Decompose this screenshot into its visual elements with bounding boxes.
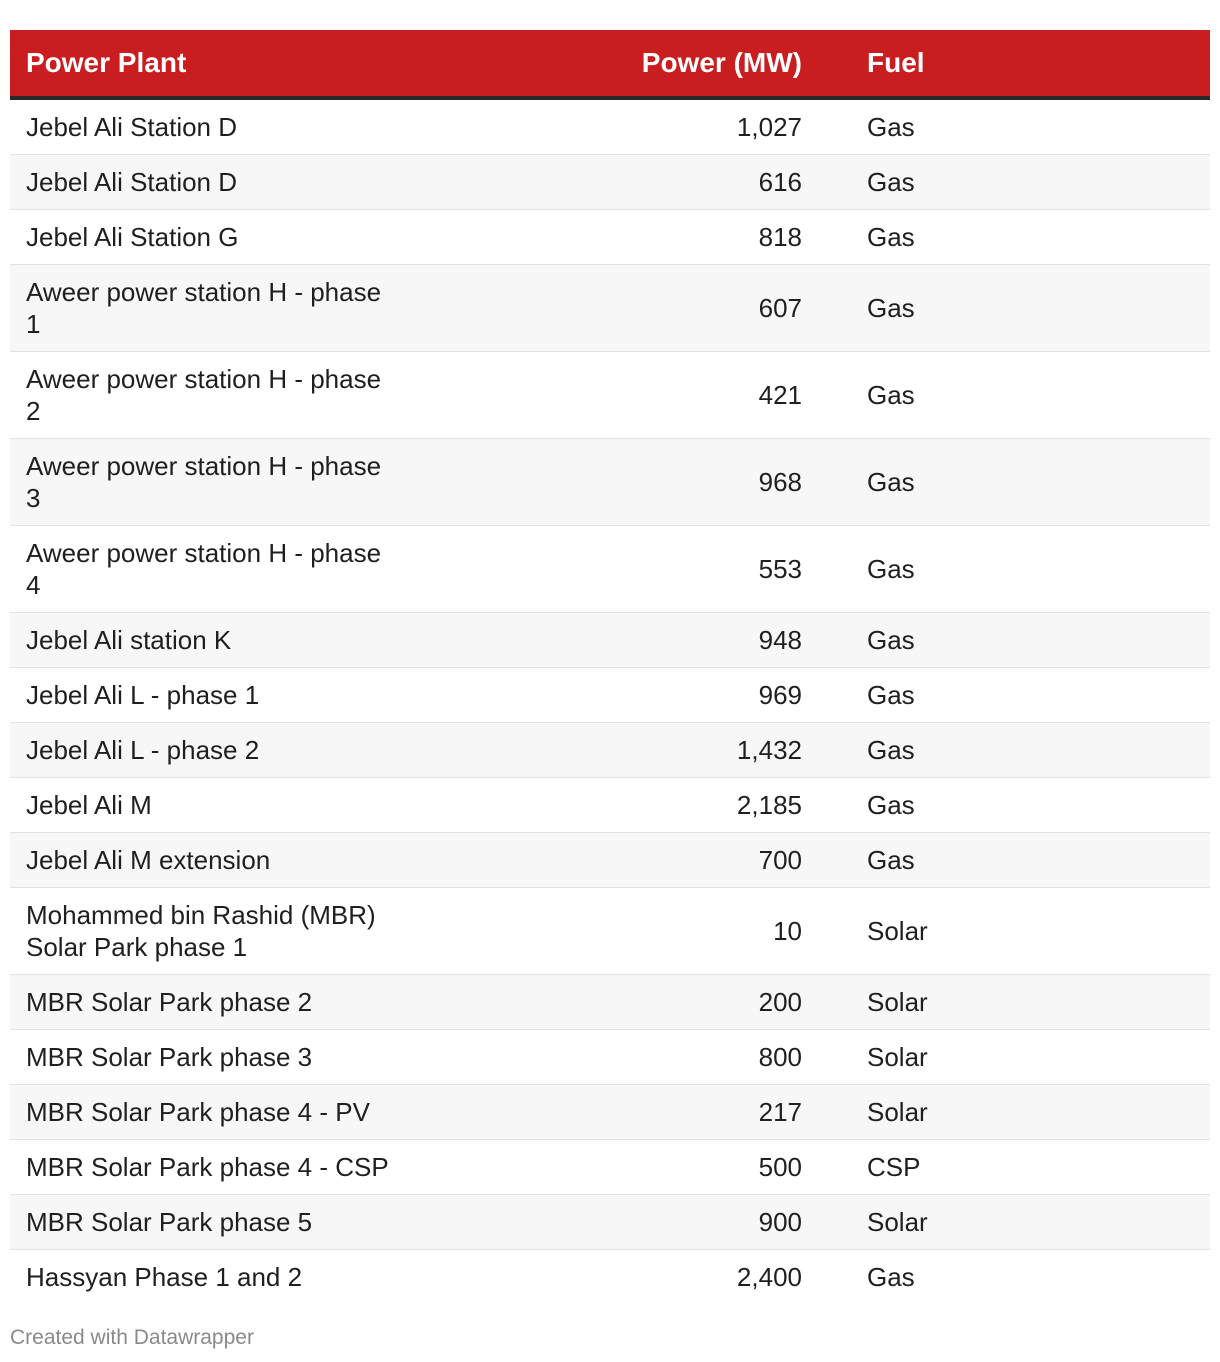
table-row (10, 975, 1210, 1030)
cell-fuel: Solar (820, 1030, 1210, 1085)
table-row (10, 210, 1210, 265)
cell-fuel: Solar (820, 888, 1210, 975)
table-row (10, 98, 1210, 155)
header-fuel[interactable]: Fuel (820, 30, 1210, 98)
cell-fuel: Gas (820, 668, 1210, 723)
table-row (10, 352, 1210, 439)
table-row (10, 1030, 1210, 1085)
cell-power-plant: Jebel Ali M (10, 778, 408, 833)
cell-power-mw: 553 (408, 526, 820, 613)
table-row (10, 668, 1210, 723)
table-header (10, 30, 1210, 98)
cell-power-mw: 1,027 (408, 98, 820, 155)
cell-fuel: Gas (820, 833, 1210, 888)
cell-fuel: Gas (820, 526, 1210, 613)
table-body (10, 98, 1210, 1304)
cell-power-mw: 10 (408, 888, 820, 975)
cell-power-mw: 421 (408, 352, 820, 439)
header-power-plant[interactable]: Power Plant (10, 30, 408, 98)
cell-power-mw: 700 (408, 833, 820, 888)
table-row (10, 526, 1210, 613)
cell-power-plant: MBR Solar Park phase 5 (10, 1195, 408, 1250)
cell-power-plant: Aweer power station H - phase 4 (10, 526, 408, 613)
table-row (10, 265, 1210, 352)
cell-power-mw: 607 (408, 265, 820, 352)
cell-fuel: Gas (820, 778, 1210, 833)
cell-power-mw: 200 (408, 975, 820, 1030)
table-row (10, 1195, 1210, 1250)
cell-fuel: Gas (820, 210, 1210, 265)
cell-power-mw: 616 (408, 155, 820, 210)
cell-power-plant: Mohammed bin Rashid (MBR) Solar Park phase 1 (10, 888, 408, 975)
cell-power-plant: MBR Solar Park phase 2 (10, 975, 408, 1030)
cell-power-mw: 948 (408, 613, 820, 668)
cell-fuel: CSP (820, 1140, 1210, 1195)
table-row (10, 778, 1210, 833)
cell-power-plant: MBR Solar Park phase 4 - CSP (10, 1140, 408, 1195)
cell-fuel: Gas (820, 723, 1210, 778)
cell-power-mw: 900 (408, 1195, 820, 1250)
cell-power-mw: 968 (408, 439, 820, 526)
cell-power-mw: 800 (408, 1030, 820, 1085)
power-plant-table (10, 30, 1210, 1304)
cell-fuel: Gas (867, 1262, 915, 1292)
cell-fuel: Gas (820, 155, 1210, 210)
header-power-mw[interactable]: Power (MW) (408, 30, 820, 98)
table-row (10, 439, 1210, 526)
cell-power-plant: Aweer power station H - phase 1 (10, 265, 408, 352)
cell-fuel: Gas (820, 98, 1210, 155)
datawrapper-credit[interactable]: Created with Datawrapper (10, 1326, 254, 1349)
cell-power-plant: Aweer power station H - phase 3 (10, 439, 408, 526)
table-row (10, 613, 1210, 668)
cell-fuel: Solar (820, 1195, 1210, 1250)
cell-power-mw: 2,400 (736, 1262, 802, 1292)
cell-fuel: Solar (820, 1085, 1210, 1140)
cell-fuel: Solar (820, 975, 1210, 1030)
cell-power-plant: Hassyan Phase 1 and 2 (26, 1262, 303, 1292)
cell-power-plant: Jebel Ali M extension (10, 833, 408, 888)
table-row (10, 1250, 1210, 1305)
cell-power-plant: Jebel Ali L - phase 2 (10, 723, 408, 778)
table-row (10, 155, 1210, 210)
cell-power-plant: Jebel Ali station K (10, 613, 408, 668)
cell-power-mw: 818 (408, 210, 820, 265)
cell-power-plant: Jebel Ali Station G (10, 210, 408, 265)
table-row (10, 723, 1210, 778)
cell-power-plant: Jebel Ali Station D (10, 155, 408, 210)
table-row (10, 1140, 1210, 1195)
table-row (10, 1085, 1210, 1140)
cell-power-mw: 969 (408, 668, 820, 723)
cell-fuel: Gas (820, 265, 1210, 352)
table-row (10, 833, 1210, 888)
cell-power-plant: MBR Solar Park phase 3 (10, 1030, 408, 1085)
header-row (10, 30, 1210, 98)
cell-power-plant: Jebel Ali L - phase 1 (10, 668, 408, 723)
cell-power-plant: MBR Solar Park phase 4 - PV (10, 1085, 408, 1140)
power-plant-table-container (10, 30, 1210, 1304)
table-row (10, 888, 1210, 975)
cell-fuel: Gas (820, 352, 1210, 439)
cell-fuel: Gas (820, 613, 1210, 668)
cell-power-plant: Aweer power station H - phase 2 (10, 352, 408, 439)
cell-power-mw: 217 (408, 1085, 820, 1140)
cell-power-mw: 500 (408, 1140, 820, 1195)
cell-power-mw: 2,185 (408, 778, 820, 833)
cell-power-plant: Jebel Ali Station D (10, 98, 408, 155)
cell-fuel: Gas (820, 439, 1210, 526)
cell-power-mw: 1,432 (408, 723, 820, 778)
